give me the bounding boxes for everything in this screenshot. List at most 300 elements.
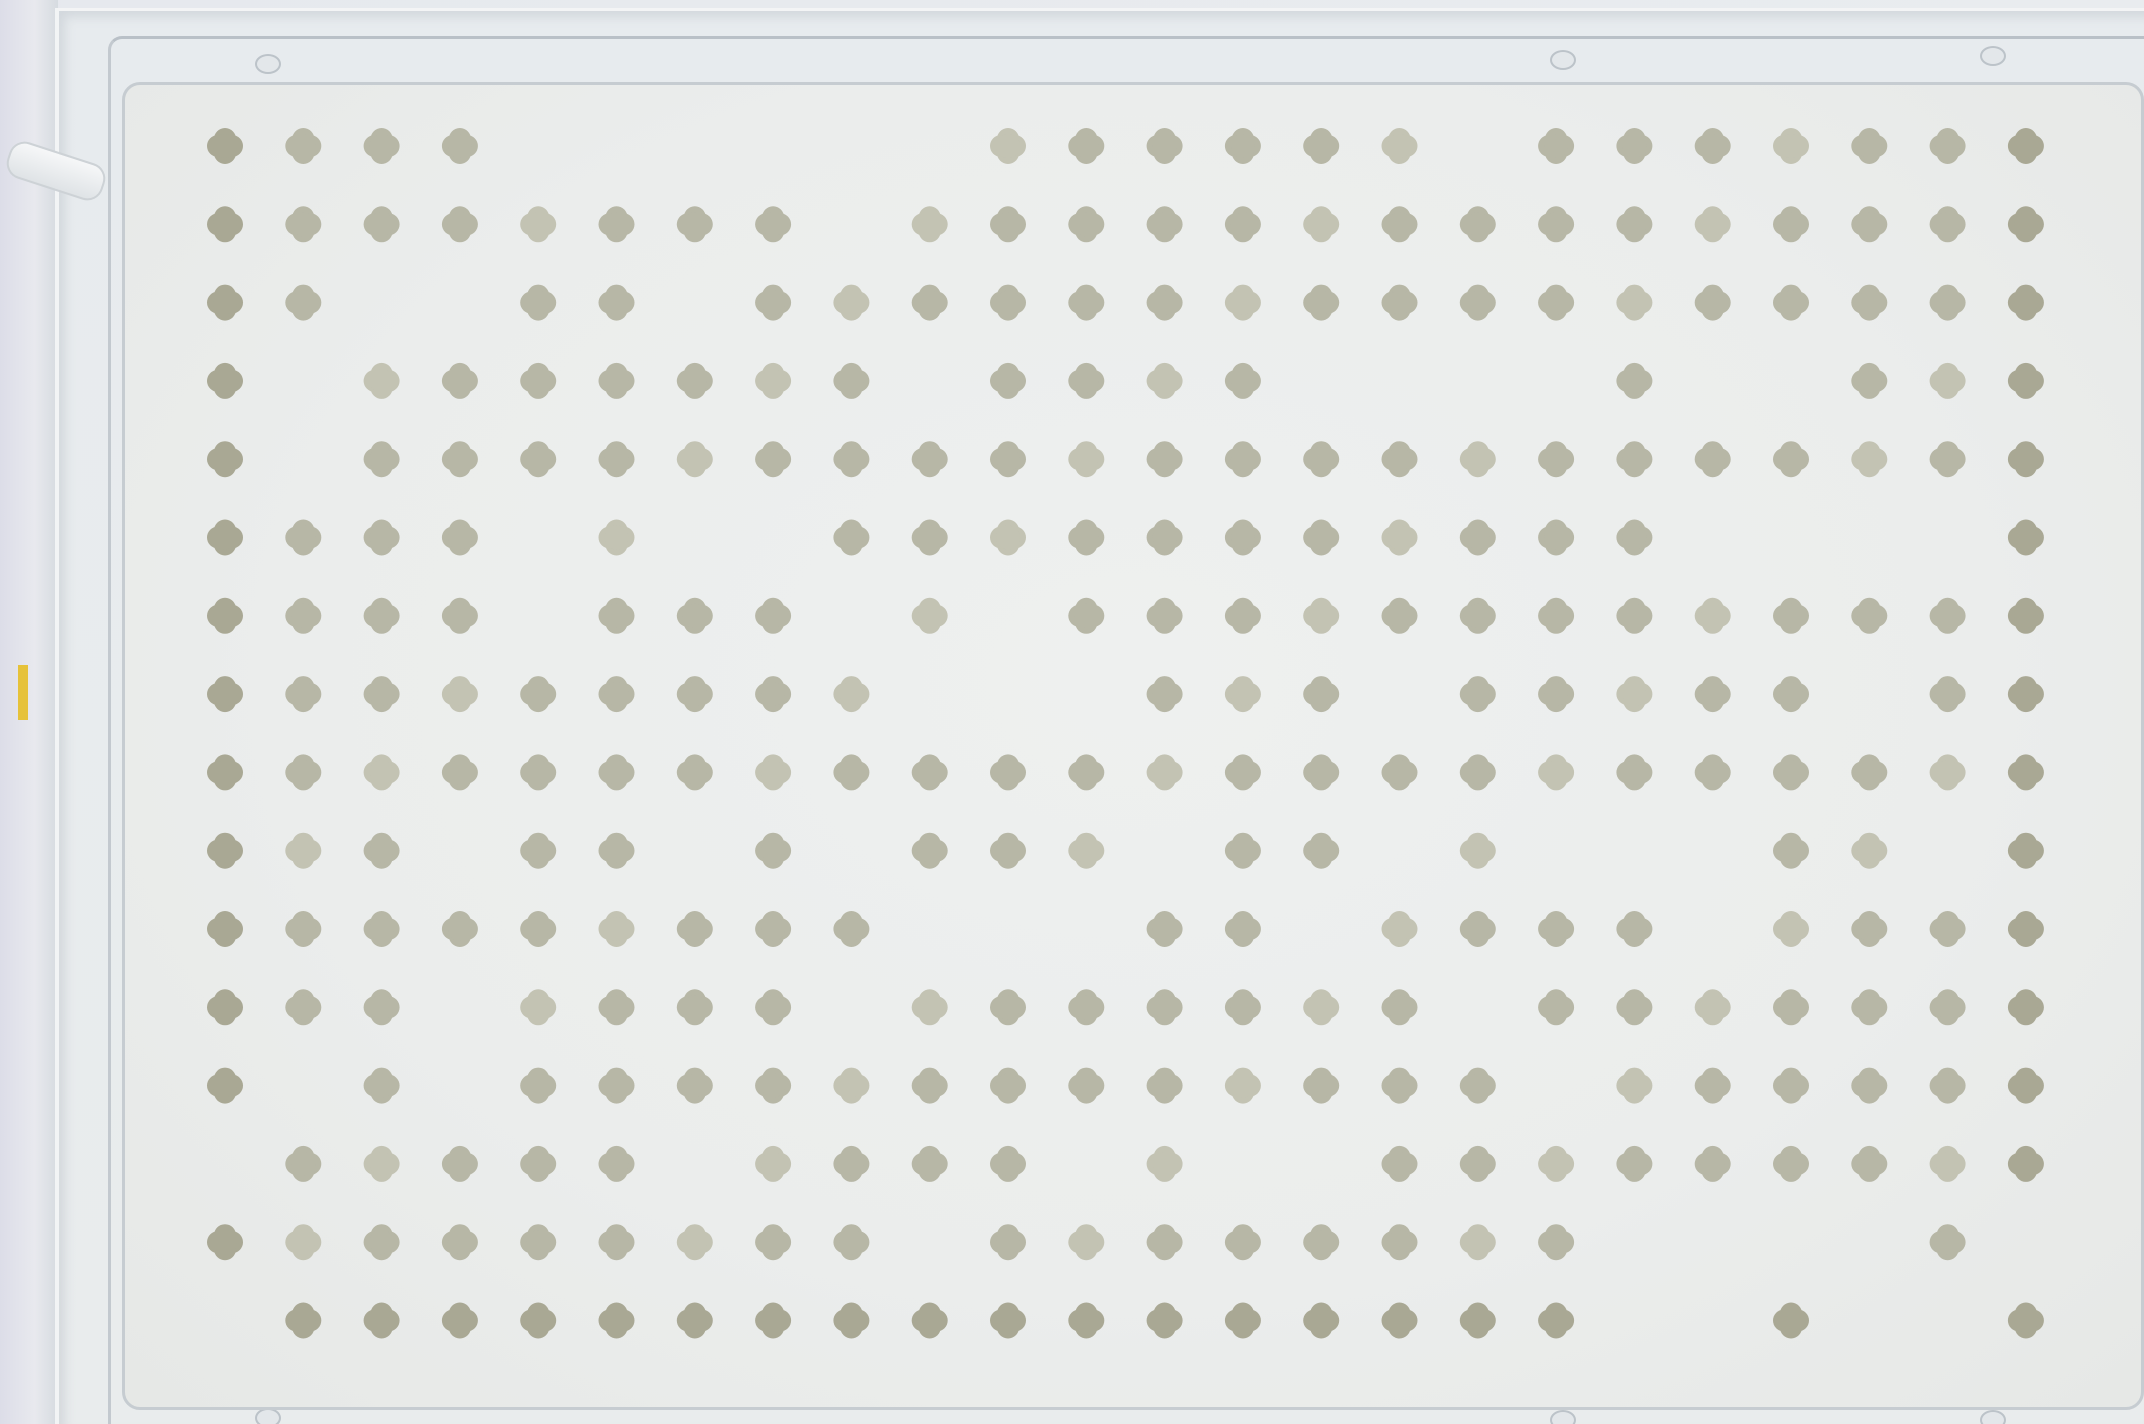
colony — [1538, 285, 1574, 321]
colony — [1616, 1146, 1652, 1182]
colony — [1147, 989, 1183, 1025]
colony — [442, 1146, 478, 1182]
colony — [912, 1303, 948, 1339]
colony — [1538, 206, 1574, 242]
colony — [1538, 754, 1574, 790]
colony — [364, 206, 400, 242]
colony — [364, 363, 400, 399]
colony — [1616, 911, 1652, 947]
colony — [1460, 285, 1496, 321]
colony — [1930, 1146, 1966, 1182]
colony — [599, 285, 635, 321]
colony — [1225, 833, 1261, 869]
colony — [599, 363, 635, 399]
colony — [833, 911, 869, 947]
colony — [677, 989, 713, 1025]
colony — [442, 441, 478, 477]
colony — [1930, 128, 1966, 164]
colony — [520, 911, 556, 947]
colony — [364, 833, 400, 869]
colony — [520, 1224, 556, 1260]
colony — [2008, 754, 2044, 790]
colony — [1382, 1303, 1418, 1339]
colony — [1225, 989, 1261, 1025]
colony — [1303, 520, 1339, 556]
colony — [1068, 520, 1104, 556]
colony — [1147, 441, 1183, 477]
colony — [1773, 833, 1809, 869]
colony — [1616, 441, 1652, 477]
colony — [1068, 285, 1104, 321]
colony — [1225, 1068, 1261, 1104]
colony — [1303, 598, 1339, 634]
colony — [364, 676, 400, 712]
colony — [1616, 363, 1652, 399]
colony — [599, 911, 635, 947]
colony — [364, 520, 400, 556]
colony — [990, 1146, 1026, 1182]
colony — [677, 1068, 713, 1104]
colony — [1930, 1068, 1966, 1104]
colony — [1851, 128, 1887, 164]
colony — [442, 128, 478, 164]
colony — [912, 833, 948, 869]
colony — [364, 1224, 400, 1260]
colony — [1538, 520, 1574, 556]
colony — [285, 520, 321, 556]
colony — [1147, 1224, 1183, 1260]
colony — [990, 1068, 1026, 1104]
colony — [285, 1303, 321, 1339]
colony — [833, 285, 869, 321]
colony — [990, 363, 1026, 399]
colony — [2008, 833, 2044, 869]
colony — [520, 441, 556, 477]
colony — [1147, 128, 1183, 164]
colony — [1930, 676, 1966, 712]
colony — [1068, 1303, 1104, 1339]
colony — [990, 833, 1026, 869]
colony — [1851, 911, 1887, 947]
colony — [1538, 1224, 1574, 1260]
colony — [2008, 285, 2044, 321]
colony — [990, 441, 1026, 477]
colony — [1303, 833, 1339, 869]
colony — [2008, 911, 2044, 947]
colony — [1851, 833, 1887, 869]
colony — [1538, 676, 1574, 712]
colony — [1225, 520, 1261, 556]
colony — [2008, 1303, 2044, 1339]
colony — [207, 911, 243, 947]
colony — [1382, 911, 1418, 947]
colony — [599, 598, 635, 634]
colony — [207, 598, 243, 634]
colony — [1538, 911, 1574, 947]
colony — [2008, 598, 2044, 634]
colony — [2008, 520, 2044, 556]
colony — [1851, 285, 1887, 321]
colony — [2008, 1068, 2044, 1104]
colony — [599, 833, 635, 869]
colony — [1068, 833, 1104, 869]
colony — [1930, 363, 1966, 399]
colony — [599, 520, 635, 556]
colony — [1695, 1146, 1731, 1182]
colony — [1225, 206, 1261, 242]
colony — [833, 363, 869, 399]
colony — [285, 1224, 321, 1260]
colony — [207, 206, 243, 242]
colony — [364, 1146, 400, 1182]
colony — [677, 1303, 713, 1339]
colony — [833, 1146, 869, 1182]
colony — [1147, 1146, 1183, 1182]
colony — [1695, 754, 1731, 790]
colony — [364, 128, 400, 164]
colony — [1616, 989, 1652, 1025]
colony — [364, 911, 400, 947]
colony — [1147, 206, 1183, 242]
colony — [990, 1303, 1026, 1339]
colony — [990, 285, 1026, 321]
colony — [912, 598, 948, 634]
colony — [1460, 1068, 1496, 1104]
colony — [833, 441, 869, 477]
colony — [755, 285, 791, 321]
colony — [2008, 1146, 2044, 1182]
colony — [1930, 441, 1966, 477]
colony — [1303, 1068, 1339, 1104]
colony — [1225, 598, 1261, 634]
colony — [990, 206, 1026, 242]
colony — [1068, 206, 1104, 242]
colony — [442, 520, 478, 556]
colony — [677, 441, 713, 477]
colony — [1225, 1303, 1261, 1339]
colony — [755, 911, 791, 947]
colony — [599, 1068, 635, 1104]
colony — [285, 128, 321, 164]
colony — [755, 1146, 791, 1182]
colony — [285, 676, 321, 712]
colony — [1303, 754, 1339, 790]
colony — [1225, 1224, 1261, 1260]
colony — [833, 1068, 869, 1104]
colony — [677, 598, 713, 634]
colony — [285, 285, 321, 321]
colony — [207, 676, 243, 712]
colony — [1930, 989, 1966, 1025]
colony — [285, 1146, 321, 1182]
colony — [207, 441, 243, 477]
colony — [677, 1224, 713, 1260]
colony — [1147, 285, 1183, 321]
colony — [990, 128, 1026, 164]
colony — [1616, 1068, 1652, 1104]
colony — [1773, 1068, 1809, 1104]
colony — [364, 1303, 400, 1339]
colony — [912, 520, 948, 556]
colony — [520, 363, 556, 399]
colony — [1773, 598, 1809, 634]
colony — [755, 1224, 791, 1260]
colony — [677, 911, 713, 947]
colony — [442, 676, 478, 712]
colony — [1382, 206, 1418, 242]
colony — [1538, 989, 1574, 1025]
colony — [1382, 989, 1418, 1025]
colony — [1616, 128, 1652, 164]
colony — [677, 363, 713, 399]
colony — [2008, 363, 2044, 399]
colony — [364, 989, 400, 1025]
colony — [1147, 754, 1183, 790]
colony — [1147, 363, 1183, 399]
colony — [207, 754, 243, 790]
colony — [1851, 1146, 1887, 1182]
colony — [520, 206, 556, 242]
colony — [599, 206, 635, 242]
colony — [1147, 1068, 1183, 1104]
colony — [520, 285, 556, 321]
colony — [1382, 285, 1418, 321]
colony — [1460, 676, 1496, 712]
colony — [1851, 441, 1887, 477]
colony — [364, 441, 400, 477]
colony — [755, 598, 791, 634]
colony — [1147, 1303, 1183, 1339]
colony — [1068, 363, 1104, 399]
colony — [1538, 598, 1574, 634]
colony — [1225, 911, 1261, 947]
colony — [520, 833, 556, 869]
colony — [1382, 1224, 1418, 1260]
colony — [990, 754, 1026, 790]
colony — [520, 1146, 556, 1182]
colony — [1930, 911, 1966, 947]
colony — [285, 989, 321, 1025]
colony — [755, 441, 791, 477]
colony — [1303, 441, 1339, 477]
colony — [1695, 989, 1731, 1025]
colony — [833, 1303, 869, 1339]
colony — [1460, 1146, 1496, 1182]
colony — [207, 285, 243, 321]
colony — [1695, 206, 1731, 242]
colony — [1147, 520, 1183, 556]
colony — [1773, 1303, 1809, 1339]
colony — [677, 206, 713, 242]
colony — [833, 754, 869, 790]
colony — [755, 363, 791, 399]
colony — [1382, 441, 1418, 477]
colony — [2008, 989, 2044, 1025]
colony — [1616, 754, 1652, 790]
colony — [1695, 598, 1731, 634]
colony — [1147, 598, 1183, 634]
colony — [1068, 128, 1104, 164]
colony — [1460, 911, 1496, 947]
colony — [1225, 363, 1261, 399]
colony — [912, 1068, 948, 1104]
colony — [912, 441, 948, 477]
colony — [1303, 206, 1339, 242]
colony — [1616, 206, 1652, 242]
colony — [599, 989, 635, 1025]
colony — [990, 989, 1026, 1025]
colony — [1068, 1224, 1104, 1260]
colony — [1303, 1303, 1339, 1339]
colony — [364, 598, 400, 634]
colony — [520, 1068, 556, 1104]
colony — [207, 363, 243, 399]
colony — [1773, 441, 1809, 477]
colony — [1382, 754, 1418, 790]
colony — [1225, 128, 1261, 164]
colony — [442, 754, 478, 790]
colony — [1930, 1224, 1966, 1260]
colony — [1460, 1303, 1496, 1339]
colony — [207, 989, 243, 1025]
colony — [1147, 911, 1183, 947]
colony — [912, 989, 948, 1025]
colony — [1773, 285, 1809, 321]
colony — [833, 520, 869, 556]
colony — [1147, 676, 1183, 712]
colony — [1460, 520, 1496, 556]
colony — [364, 1068, 400, 1104]
colony — [1851, 206, 1887, 242]
colony — [1930, 598, 1966, 634]
colony — [1851, 1068, 1887, 1104]
colony — [1460, 754, 1496, 790]
colony — [1225, 676, 1261, 712]
colony — [1851, 754, 1887, 790]
colony — [1773, 911, 1809, 947]
colony — [1773, 128, 1809, 164]
colony — [1068, 1068, 1104, 1104]
colony — [755, 833, 791, 869]
colony — [1695, 676, 1731, 712]
colony — [1303, 128, 1339, 164]
colony — [1538, 1303, 1574, 1339]
colony — [520, 989, 556, 1025]
colony — [207, 833, 243, 869]
colony — [285, 754, 321, 790]
colony — [755, 1068, 791, 1104]
colony — [1538, 128, 1574, 164]
colony — [2008, 441, 2044, 477]
colony — [442, 911, 478, 947]
colony — [1616, 285, 1652, 321]
colony — [1460, 833, 1496, 869]
colony — [912, 206, 948, 242]
colony — [1695, 285, 1731, 321]
colony — [677, 754, 713, 790]
colony — [1225, 754, 1261, 790]
colony — [520, 754, 556, 790]
colony — [442, 1224, 478, 1260]
colony — [207, 1068, 243, 1104]
colony — [755, 754, 791, 790]
colony — [1538, 1146, 1574, 1182]
colony — [1695, 128, 1731, 164]
colony — [2008, 676, 2044, 712]
colony — [1225, 285, 1261, 321]
colony — [1382, 128, 1418, 164]
colony — [833, 1224, 869, 1260]
colony — [1695, 1068, 1731, 1104]
colony — [2008, 128, 2044, 164]
colony — [833, 676, 869, 712]
colony — [1616, 520, 1652, 556]
colony — [442, 206, 478, 242]
colony — [599, 754, 635, 790]
colony — [442, 1303, 478, 1339]
colony — [207, 520, 243, 556]
colony — [599, 1224, 635, 1260]
colony — [912, 754, 948, 790]
colony — [442, 363, 478, 399]
colony — [1930, 285, 1966, 321]
colony — [599, 1303, 635, 1339]
colony — [1460, 441, 1496, 477]
colony — [1068, 598, 1104, 634]
colony — [285, 833, 321, 869]
colony — [1616, 598, 1652, 634]
colony — [1773, 206, 1809, 242]
colony — [1773, 676, 1809, 712]
colony — [1225, 441, 1261, 477]
colony — [1851, 598, 1887, 634]
colony — [1382, 1068, 1418, 1104]
colony — [1068, 754, 1104, 790]
colony — [1773, 1146, 1809, 1182]
colony — [1382, 598, 1418, 634]
colony — [912, 1146, 948, 1182]
colony — [1616, 676, 1652, 712]
colony — [285, 598, 321, 634]
colony — [285, 206, 321, 242]
colony — [207, 128, 243, 164]
colony — [599, 676, 635, 712]
colony — [755, 989, 791, 1025]
colony — [1303, 989, 1339, 1025]
colony — [1303, 676, 1339, 712]
colony — [1851, 363, 1887, 399]
colony — [1851, 989, 1887, 1025]
colony — [912, 285, 948, 321]
colony — [1303, 1224, 1339, 1260]
colony — [207, 1224, 243, 1260]
colony — [755, 1303, 791, 1339]
colony — [1695, 441, 1731, 477]
colony — [1538, 441, 1574, 477]
colony — [599, 1146, 635, 1182]
colony — [990, 1224, 1026, 1260]
colony — [1930, 754, 1966, 790]
colony — [520, 676, 556, 712]
colony — [755, 676, 791, 712]
colony — [1068, 441, 1104, 477]
colony — [2008, 206, 2044, 242]
colony — [1382, 1146, 1418, 1182]
colony — [599, 441, 635, 477]
colony — [520, 1303, 556, 1339]
colony — [442, 598, 478, 634]
colony — [1460, 598, 1496, 634]
